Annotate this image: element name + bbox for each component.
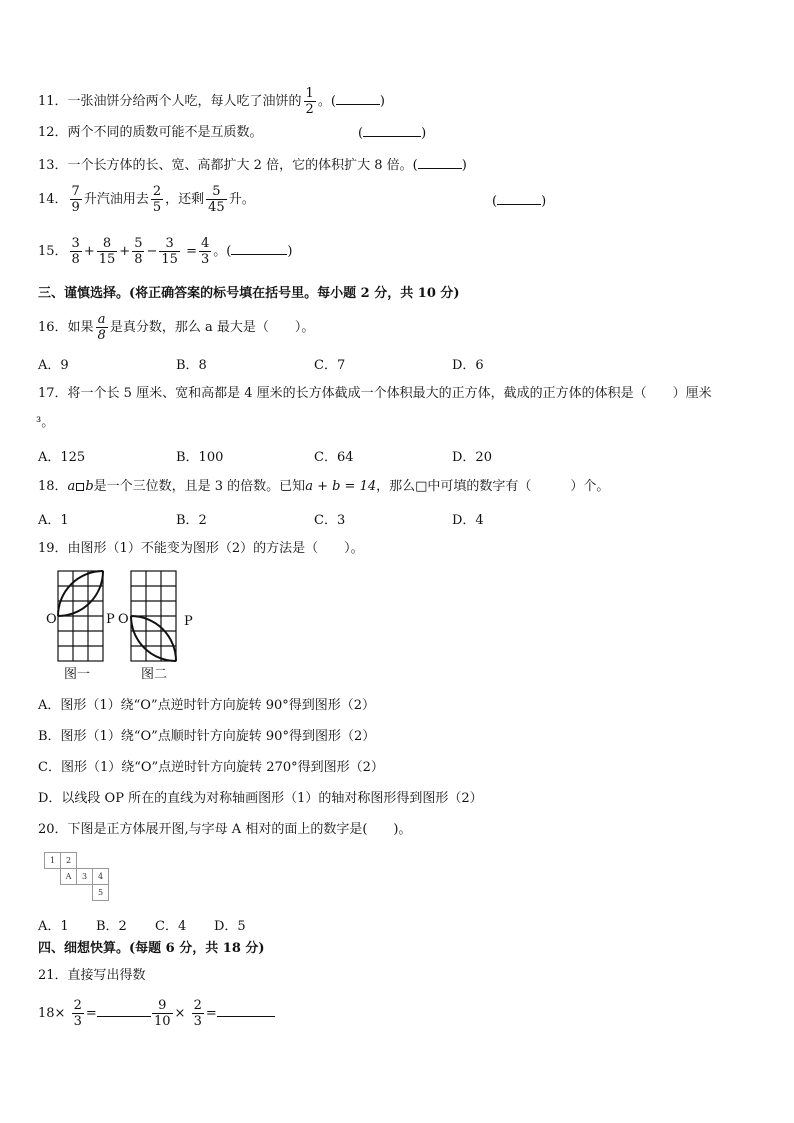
option-c[interactable]: C．4 bbox=[155, 919, 187, 934]
question-11: 11．一张油饼分给两个人吃，每人吃了油饼的 $\frac{1}{2}$ 。( ) bbox=[38, 86, 385, 117]
answer-paren-14: ( ) bbox=[492, 194, 547, 209]
cube-net: 1 2 A 3 4 5 bbox=[44, 852, 109, 901]
fraction: $\frac{1}{2}$ bbox=[305, 86, 314, 117]
option-a[interactable]: A．9 bbox=[38, 358, 69, 373]
option-d[interactable]: D．5 bbox=[214, 919, 246, 934]
question-12: 12．两个不同的质数可能不是互质数。 bbox=[38, 125, 263, 140]
answer-blank[interactable] bbox=[217, 1004, 275, 1017]
label-o: O bbox=[46, 612, 57, 627]
option-c[interactable]: C．图形（1）绕“O”点逆时针方向旋转 270°得到图形（2） bbox=[38, 760, 384, 775]
answer-blank[interactable] bbox=[418, 156, 462, 169]
question-17-cont: ³。 bbox=[36, 415, 55, 430]
option-b[interactable]: B．2 bbox=[176, 513, 207, 528]
section-3-heading: 三、谨慎选择。(将正确答案的标号填在括号里。每小题 2 分，共 10 分) bbox=[38, 286, 460, 301]
question-18: 18．a b是一个三位数，且是 3 的倍数。已知a + b = 14，那么□中可填的数字有（ ）个。 bbox=[38, 479, 610, 494]
label-p: P bbox=[184, 614, 193, 629]
expression-1: 18× $\frac{2}{3}$ = bbox=[38, 998, 151, 1029]
option-c[interactable]: C．3 bbox=[314, 513, 346, 528]
option-b[interactable]: B．2 bbox=[96, 919, 127, 934]
option-a[interactable]: A．1 bbox=[38, 919, 69, 934]
question-14: 14． $\frac{7}{9}$ 升汽油用去 $\frac{2}{5}$ ，还剩 $\frac{5}{45}$ 升。 bbox=[38, 184, 255, 215]
answer-blank[interactable] bbox=[97, 1004, 151, 1017]
option-b[interactable]: B．图形（1）绕“O”点顺时针方向旋转 90°得到图形（2） bbox=[38, 729, 376, 744]
answer-blank[interactable] bbox=[231, 242, 287, 255]
figure-1-caption: 图一 bbox=[64, 667, 91, 682]
option-a[interactable]: A．125 bbox=[38, 450, 86, 465]
label-p: P bbox=[106, 612, 115, 627]
option-c[interactable]: C．7 bbox=[314, 358, 346, 373]
option-a[interactable]: A．图形（1）绕“O”点逆时针方向旋转 90°得到图形（2） bbox=[38, 698, 376, 713]
answer-blank[interactable] bbox=[336, 92, 380, 105]
question-13: 13．一个长方体的长、宽、高都扩大 2 倍，它的体积扩大 8 倍。( ) bbox=[38, 158, 467, 173]
question-21: 21．直接写出得数 bbox=[38, 968, 146, 983]
option-d[interactable]: D．以线段 OP 所在的直线为对称轴画图形（1）的轴对称图形得到图形（2） bbox=[38, 791, 483, 806]
option-d[interactable]: D．6 bbox=[452, 358, 484, 373]
option-c[interactable]: C．64 bbox=[314, 450, 354, 465]
answer-paren-12: ( ) bbox=[358, 126, 427, 141]
question-20: 20．下图是正方体展开图,与字母 A 相对的面上的数字是( )。 bbox=[38, 822, 412, 837]
digit-box bbox=[76, 483, 84, 491]
option-b[interactable]: B．100 bbox=[176, 450, 224, 465]
option-d[interactable]: D．20 bbox=[452, 450, 492, 465]
question-16: 16．如果 $\frac{a}{8}$ 是真分数，那么 a 最大是（ ）。 bbox=[38, 312, 315, 343]
figure-2-caption: 图二 bbox=[141, 667, 168, 682]
option-d[interactable]: D．4 bbox=[452, 513, 484, 528]
label-o: O bbox=[118, 612, 129, 627]
option-b[interactable]: B．8 bbox=[176, 358, 207, 373]
answer-blank[interactable] bbox=[363, 124, 421, 137]
expression-2: $\frac{9}{10}$ × $\frac{2}{3}$ = bbox=[150, 998, 275, 1029]
question-17: 17．将一个长 5 厘米、宽和高都是 4 厘米的长方体截成一个体积最大的正方体，截成的正方体的体积是（ ）厘米 bbox=[38, 386, 712, 401]
question-19: 19．由图形（1）不能变为图形（2）的方法是（ ）。 bbox=[38, 541, 364, 556]
answer-blank[interactable] bbox=[497, 192, 541, 205]
question-15: 15． $\frac{3}{8}$ + $\frac{8}{15}$ + $\frac{5}{8}$ − $\frac{3}{15}$ = $\frac{4}{3}$ 。( ) bbox=[38, 236, 293, 267]
section-4-heading: 四、细想快算。(每题 6 分，共 18 分) bbox=[38, 941, 265, 956]
option-a[interactable]: A．1 bbox=[38, 513, 69, 528]
figure-2 bbox=[130, 570, 180, 662]
